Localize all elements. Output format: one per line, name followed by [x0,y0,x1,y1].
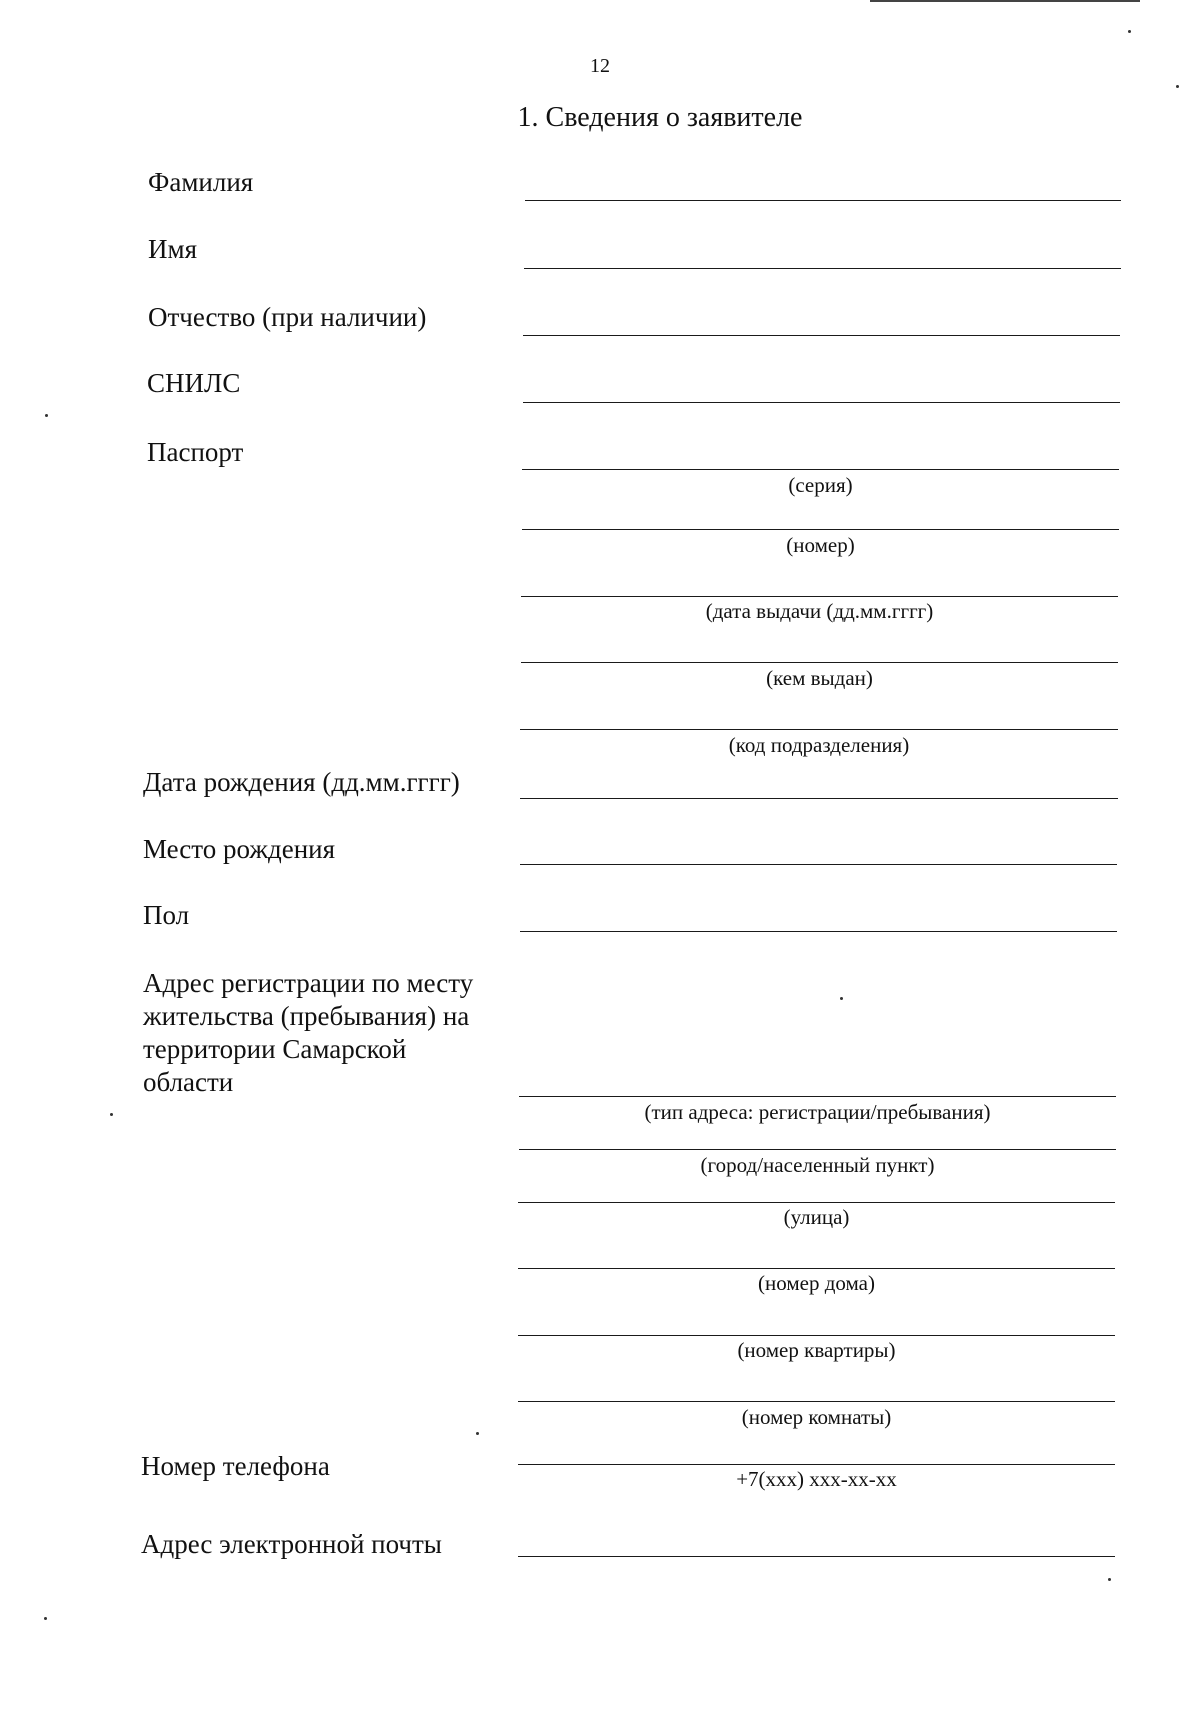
address-room-field[interactable] [518,1401,1115,1402]
address-city-field[interactable] [519,1149,1116,1150]
address-label-line-1: Адрес регистрации по месту [143,968,474,998]
phone-field[interactable] [518,1464,1115,1465]
address-apartment-field[interactable] [518,1335,1115,1336]
surname-label: Фамилия [148,167,254,197]
passport-number-field[interactable] [522,529,1119,530]
scan-speck [476,1432,479,1435]
address-room-hint: (номер комнаты) [741,1405,892,1429]
birth-date-field[interactable] [520,798,1118,799]
scan-speck [44,1617,47,1620]
address-house-field[interactable] [518,1268,1115,1269]
sex-field[interactable] [520,931,1117,932]
address-apartment-hint: (номер квартиры) [737,1338,896,1362]
passport-series-hint: (серия) [788,473,853,497]
scan-speck [1176,85,1179,88]
sex-label: Пол [143,900,190,930]
passport-issue-date-hint: (дата выдачи (дд.мм.гггг) [705,599,934,623]
address-label-line-3: территории Самарской [143,1034,407,1064]
passport-number-hint: (номер) [786,533,855,557]
scan-edge-mark [870,0,1140,2]
passport-issue-date-field[interactable] [521,596,1118,597]
birth-date-label: Дата рождения (дд.мм.гггг) [143,767,460,797]
address-type-field[interactable] [519,1096,1116,1097]
name-field[interactable] [524,268,1121,269]
snils-label: СНИЛС [147,368,241,398]
address-label [143,967,473,1099]
surname-field[interactable] [525,200,1121,201]
patronymic-label: Отчество (при наличии) [148,302,427,332]
name-label: Имя [148,234,198,264]
address-street-hint: (улица) [783,1205,850,1229]
scan-speck [840,997,843,1000]
address-label-line-2: жительства (пребывания) на [143,1001,470,1031]
email-field[interactable] [518,1556,1115,1557]
address-street-field[interactable] [518,1202,1115,1203]
birth-place-field[interactable] [520,864,1117,865]
address-house-hint: (номер дома) [758,1271,875,1295]
snils-field[interactable] [523,402,1120,403]
page-number: 12 [590,55,610,77]
birth-place-label: Место рождения [143,834,336,864]
passport-issued-by-hint: (кем выдан) [766,666,873,690]
passport-division-code-hint: (код подразделения) [728,733,910,757]
scan-speck [1108,1578,1111,1581]
address-type-hint: (тип адреса: регистрации/пребывания) [644,1100,991,1124]
patronymic-field[interactable] [523,335,1120,336]
scan-speck [1128,30,1131,33]
section-title: 1. Сведения о заявителе [517,102,803,133]
passport-division-code-field[interactable] [520,729,1118,730]
address-label-line-4: области [143,1067,234,1097]
passport-label: Паспорт [147,437,244,467]
phone-label: Номер телефона [141,1451,330,1481]
passport-series-field[interactable] [522,469,1119,470]
address-city-hint: (город/населенный пункт) [700,1153,935,1177]
phone-hint: +7(ххх) ххх-хх-хх [736,1467,897,1491]
email-label: Адрес электронной почты [141,1529,442,1559]
passport-issued-by-field[interactable] [521,662,1118,663]
scan-speck [45,414,48,417]
scan-speck [110,1113,113,1116]
